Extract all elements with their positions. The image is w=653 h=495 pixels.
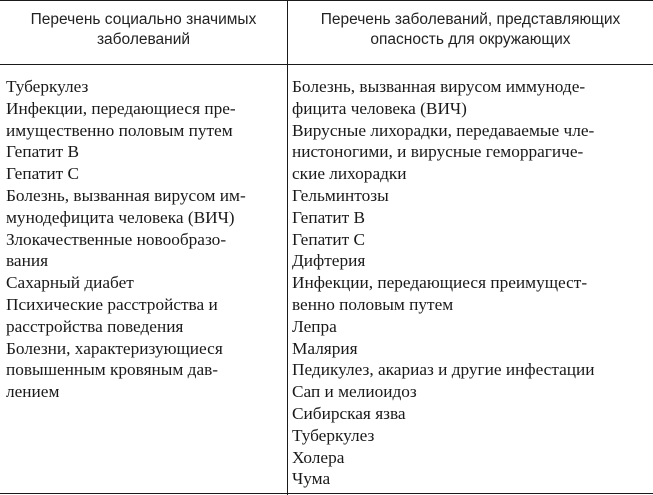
table-top-border <box>0 0 653 1</box>
list-line: Холера <box>292 447 345 467</box>
list-line: Психические расстройства и <box>6 294 218 314</box>
list-line: Гепатит С <box>292 229 366 249</box>
dangerous-diseases-column <box>292 76 642 490</box>
list-line: Лепра <box>292 316 337 336</box>
list-line: Гепатит С <box>6 164 80 184</box>
list-line: Туберкулез <box>292 425 375 445</box>
list-line: Малярия <box>292 338 358 358</box>
list-line: Гепатит В <box>6 142 80 162</box>
header-right-line: опасность для окружающих <box>370 31 571 48</box>
list-line: Злокачественные новообразо- <box>6 229 227 249</box>
list-line: Вирусные лихорадки, передаваемые чле- <box>292 120 595 140</box>
list-line: Болезнь, вызванная вирусом им- <box>6 185 246 205</box>
list-line: Инфекции, передающиеся преимущест- <box>292 273 588 293</box>
header-left-line: Перечень социально значимых <box>30 11 257 28</box>
list-line: лением <box>6 382 60 402</box>
list-line: ские лихорадки <box>292 164 407 184</box>
header-right <box>288 10 653 50</box>
list-line: вания <box>6 251 49 271</box>
list-line: расстройства поведения <box>6 316 184 336</box>
header-left <box>0 10 287 50</box>
list-line: венно половым путем <box>292 294 454 314</box>
list-line: Болезни, характеризующиеся <box>6 338 223 358</box>
list-line: Сахарный диабет <box>6 273 134 293</box>
list-line: Сап и мелиоидоз <box>292 382 417 402</box>
list-line: Педикулез, акариаз и другие инфестации <box>292 360 595 380</box>
header-left-line: заболеваний <box>96 31 191 48</box>
list-line: Дифтерия <box>292 251 366 271</box>
list-line: Гепатит В <box>292 207 366 227</box>
list-line: Туберкулез <box>6 77 89 96</box>
column-divider <box>287 0 288 495</box>
list-line: Гельминтозы <box>292 185 389 205</box>
list-line: нистоногими, и вирусные геморрагиче- <box>292 142 584 162</box>
list-line: Инфекции, передающиеся пре- <box>6 98 236 118</box>
social-diseases-column <box>6 76 280 403</box>
table-bottom-border <box>0 493 653 494</box>
list-line: имущественно половым путем <box>6 120 233 140</box>
list-line: Болезнь, вызванная вирусом иммуноде- <box>292 77 586 96</box>
list-line: Чума <box>292 469 331 489</box>
header-divider <box>0 64 653 65</box>
list-line: повышенным кровяным дав- <box>6 360 219 380</box>
list-line: мунодефицита человека (ВИЧ) <box>6 207 235 227</box>
list-line: Сибирская язва <box>292 403 406 423</box>
header-right-line: Перечень заболеваний, представляющих <box>320 11 621 28</box>
list-line: фицита человека (ВИЧ) <box>292 98 467 118</box>
